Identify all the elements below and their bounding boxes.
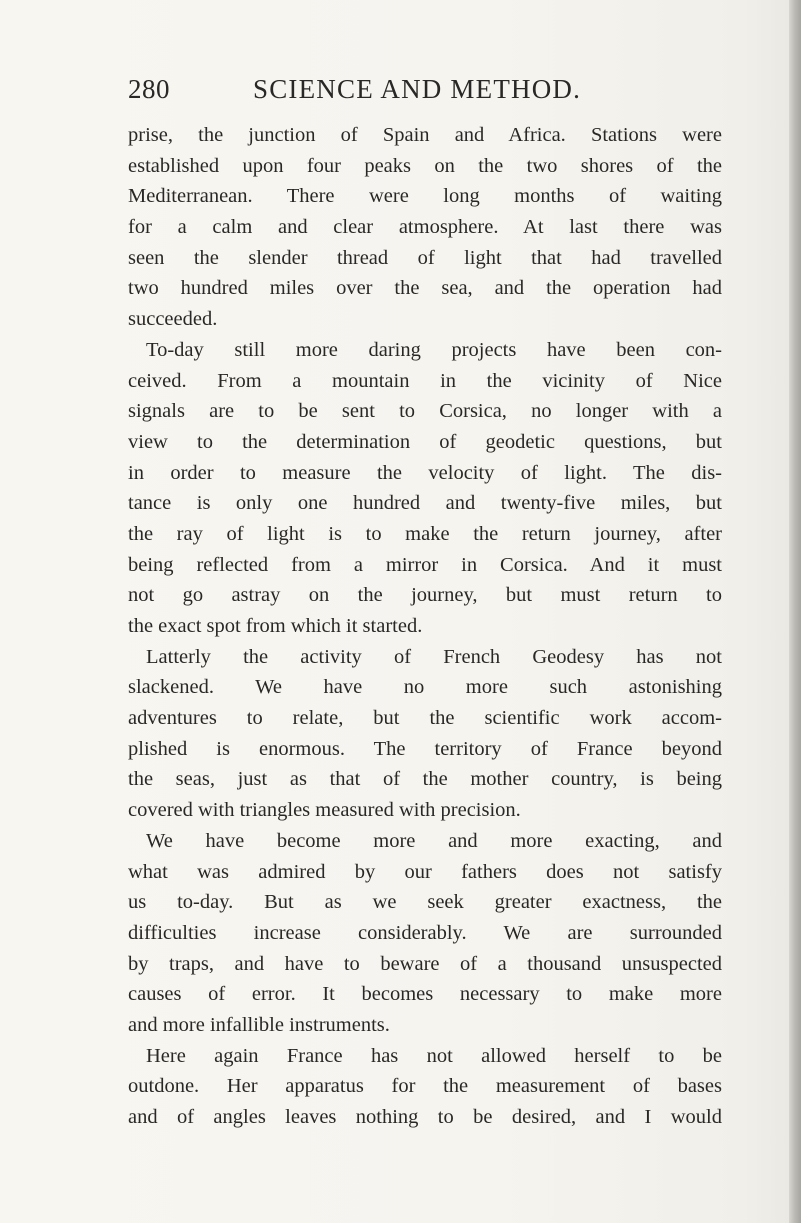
text-line: signals are to be sent to Corsica, no longer with a — [128, 400, 722, 423]
text-line: view to the determination of geodetic questions, but — [128, 430, 722, 453]
running-title: SCIENCE AND METHOD. — [253, 74, 582, 104]
text-line: in order to measure the velocity of light. The dis- — [128, 461, 722, 484]
running-header — [128, 74, 718, 114]
text-line: established upon four peaks on the two shores of the — [128, 154, 722, 177]
text-line: what was admired by our fathers does not satisfy — [128, 860, 722, 883]
text-line: us to-day. But as we seek greater exactness, the — [128, 891, 722, 914]
text-line: causes of error. It becomes necessary to make more — [128, 983, 722, 1006]
text-line: by traps, and have to beware of a thousand unsuspected — [128, 952, 722, 975]
text-line: seen the slender thread of light that had travelled — [128, 246, 722, 269]
page-binding-edge — [789, 0, 801, 1223]
text-line: Latterly the activity of French Geodesy has not — [146, 645, 722, 668]
text-line: We have become more and more exacting, and — [146, 829, 722, 852]
text-line: not go astray on the journey, but must return to — [128, 584, 722, 607]
text-line: plished is enormous. The territory of France beyond — [128, 737, 722, 760]
text-line: being reflected from a mirror in Corsica. And it must — [128, 553, 722, 576]
text-line: tance is only one hundred and twenty-five miles, but — [128, 492, 722, 515]
text-line: ceived. From a mountain in the vicinity of Nice — [128, 369, 722, 392]
text-line: prise, the junction of Spain and Africa. Stations were — [128, 124, 722, 146]
text-line: Mediterranean. There were long months of waiting — [128, 185, 722, 208]
text-line: for a calm and clear atmosphere. At last there was — [128, 216, 722, 239]
text-line: outdone. Her apparatus for the measurement of bases — [128, 1075, 722, 1098]
text-line: covered with triangles measured with precision. — [128, 799, 521, 822]
text-line: the ray of light is to make the return journey, after — [128, 522, 722, 545]
text-line: and more infallible instruments. — [128, 1013, 390, 1036]
text-line: succeeded. — [128, 308, 218, 331]
page-number: 280 — [128, 74, 170, 104]
text-line: and of angles leaves nothing to be desired, and I would — [128, 1106, 722, 1128]
text-line: two hundred miles over the sea, and the operation had — [128, 277, 722, 300]
text-line: Here again France has not allowed herself to be — [146, 1044, 722, 1067]
text-line: the seas, just as that of the mother country, is being — [128, 768, 722, 791]
text-line: adventures to relate, but the scientific work accom- — [128, 707, 722, 730]
text-line: slackened. We have no more such astonishing — [128, 676, 722, 699]
text-line: the exact spot from which it started. — [128, 615, 423, 637]
text-line: difficulties increase considerably. We are surrounded — [128, 921, 722, 944]
text-line: To-day still more daring projects have been con- — [146, 338, 722, 361]
body-text — [128, 120, 722, 1133]
